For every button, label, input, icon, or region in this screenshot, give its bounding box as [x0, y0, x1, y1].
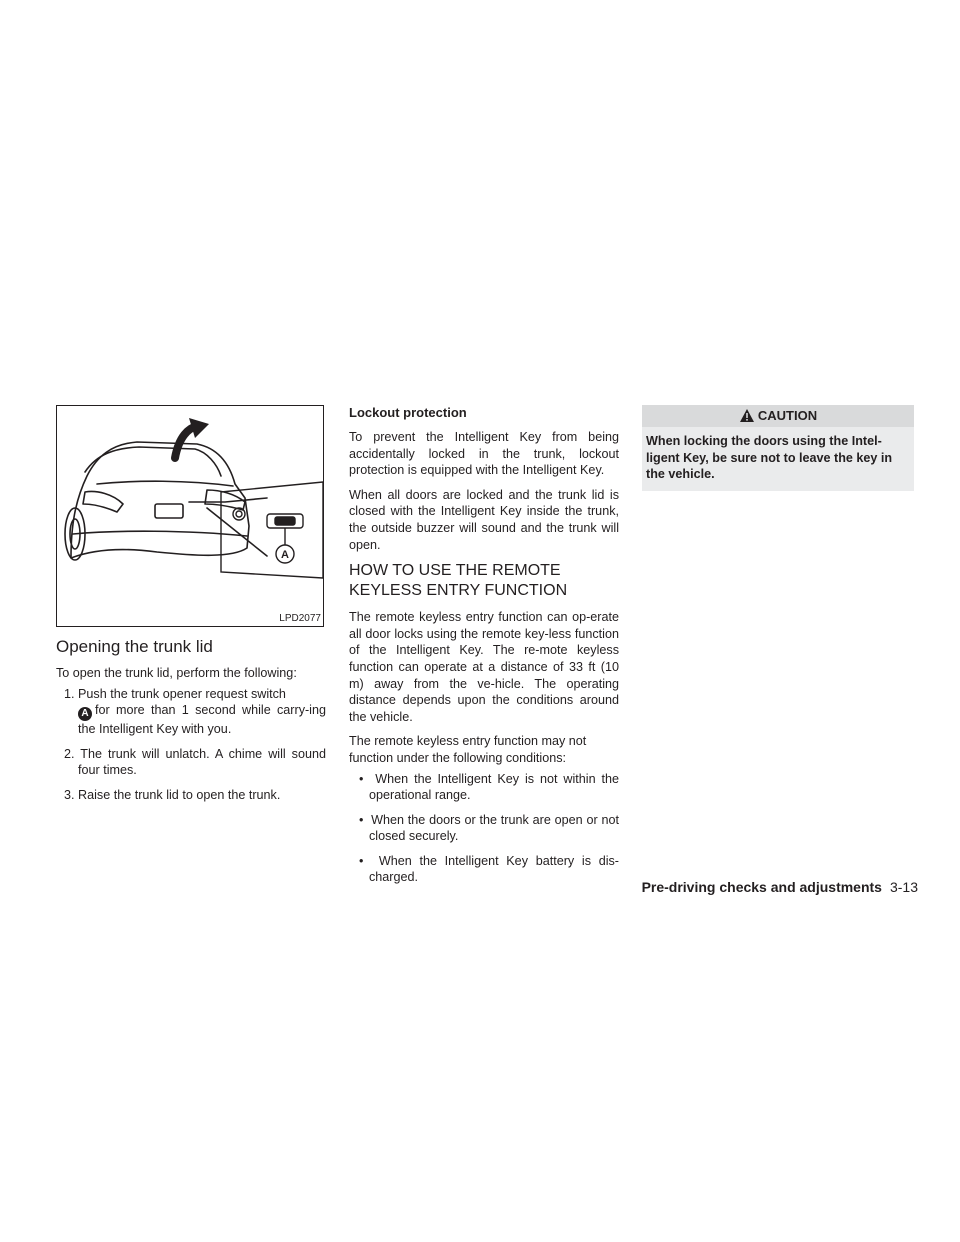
step-text: Raise the trunk lid to open the trunk. — [78, 787, 281, 802]
caution-body: When locking the doors using the Intel-ligent Key, be sure not to leave the key in the vehicle. — [642, 427, 914, 491]
lockout-heading: Lockout protection — [349, 405, 467, 420]
step-text-before: Push the trunk opener request switch — [78, 686, 286, 701]
step-2 — [56, 746, 326, 779]
remote-keyless-heading — [349, 561, 619, 601]
remote-paragraph: The remote keyless entry function can op-erate all door locks using the remote key-less function of the Intelligent Key. The re-mote keyless function can operate at a distance of 33 ft (10 m) away from the ve-hicle. The operating distance depends upon the conditions around the vehicle. — [349, 610, 619, 724]
lockout-paragraph: To prevent the Intelligent Key from being accidentally locked in the trunk, lockout protection is equipped with the Intelligent Key. — [349, 430, 619, 478]
caution-title: CAUTION — [757, 408, 818, 423]
remote-conditions-intro: The remote keyless entry function may not function under the following conditions: — [349, 734, 587, 765]
opening-trunk-heading: Opening the trunk lid — [56, 637, 213, 656]
step-1 — [56, 686, 326, 738]
list-item — [349, 853, 619, 886]
column-left — [56, 405, 326, 812]
bullet-symbol: • — [359, 812, 364, 827]
remote-heading-line2: KEYLESS ENTRY FUNCTION — [349, 582, 568, 600]
step-text: The trunk will unlatch. A chime will sound four times. — [78, 746, 326, 778]
column-right — [642, 405, 912, 491]
page-footer — [592, 878, 918, 896]
warning-triangle-icon — [739, 408, 755, 423]
remote-heading-line1: HOW TO USE THE REMOTE — [349, 562, 561, 580]
list-item — [349, 771, 619, 804]
step-number: 2. — [64, 746, 75, 761]
bullet-symbol: • — [359, 853, 364, 868]
callout-label: A — [281, 549, 289, 561]
lockout-paragraph: When all doors are locked and the trunk lid is closed with the Intelligent Key inside the trunk, the outside buzzer will sound and the trunk will open. — [349, 487, 619, 552]
open-arrow-icon — [175, 418, 209, 458]
step-number: 3. — [64, 787, 75, 802]
list-item — [349, 812, 619, 845]
bullet-text: When the Intelligent Key is not within the operational range. — [369, 771, 619, 803]
page-number: 3-13 — [889, 879, 918, 895]
trunk-figure — [56, 405, 324, 627]
conditions-list — [349, 771, 619, 887]
bullet-text: When the Intelligent Key battery is dis-charged. — [369, 853, 619, 885]
car-rear-trunk-illustration — [57, 406, 323, 626]
chapter-title: Pre-driving checks and adjustments — [641, 879, 882, 895]
caution-header — [642, 405, 914, 427]
step-text-after: for more than 1 second while carry-ing the Intelligent Key with you. — [78, 703, 326, 737]
column-middle — [349, 405, 619, 894]
step-number: 1. — [64, 686, 75, 701]
callout-badge: A — [78, 707, 92, 721]
figure-code: LPD2077 — [279, 613, 321, 624]
opening-trunk-intro: To open the trunk lid, perform the following: — [56, 666, 297, 680]
bullet-symbol: • — [359, 771, 364, 786]
bullet-text: When the doors or the trunk are open or not closed securely. — [369, 812, 620, 844]
steps-list — [56, 686, 326, 804]
step-3 — [56, 787, 326, 804]
